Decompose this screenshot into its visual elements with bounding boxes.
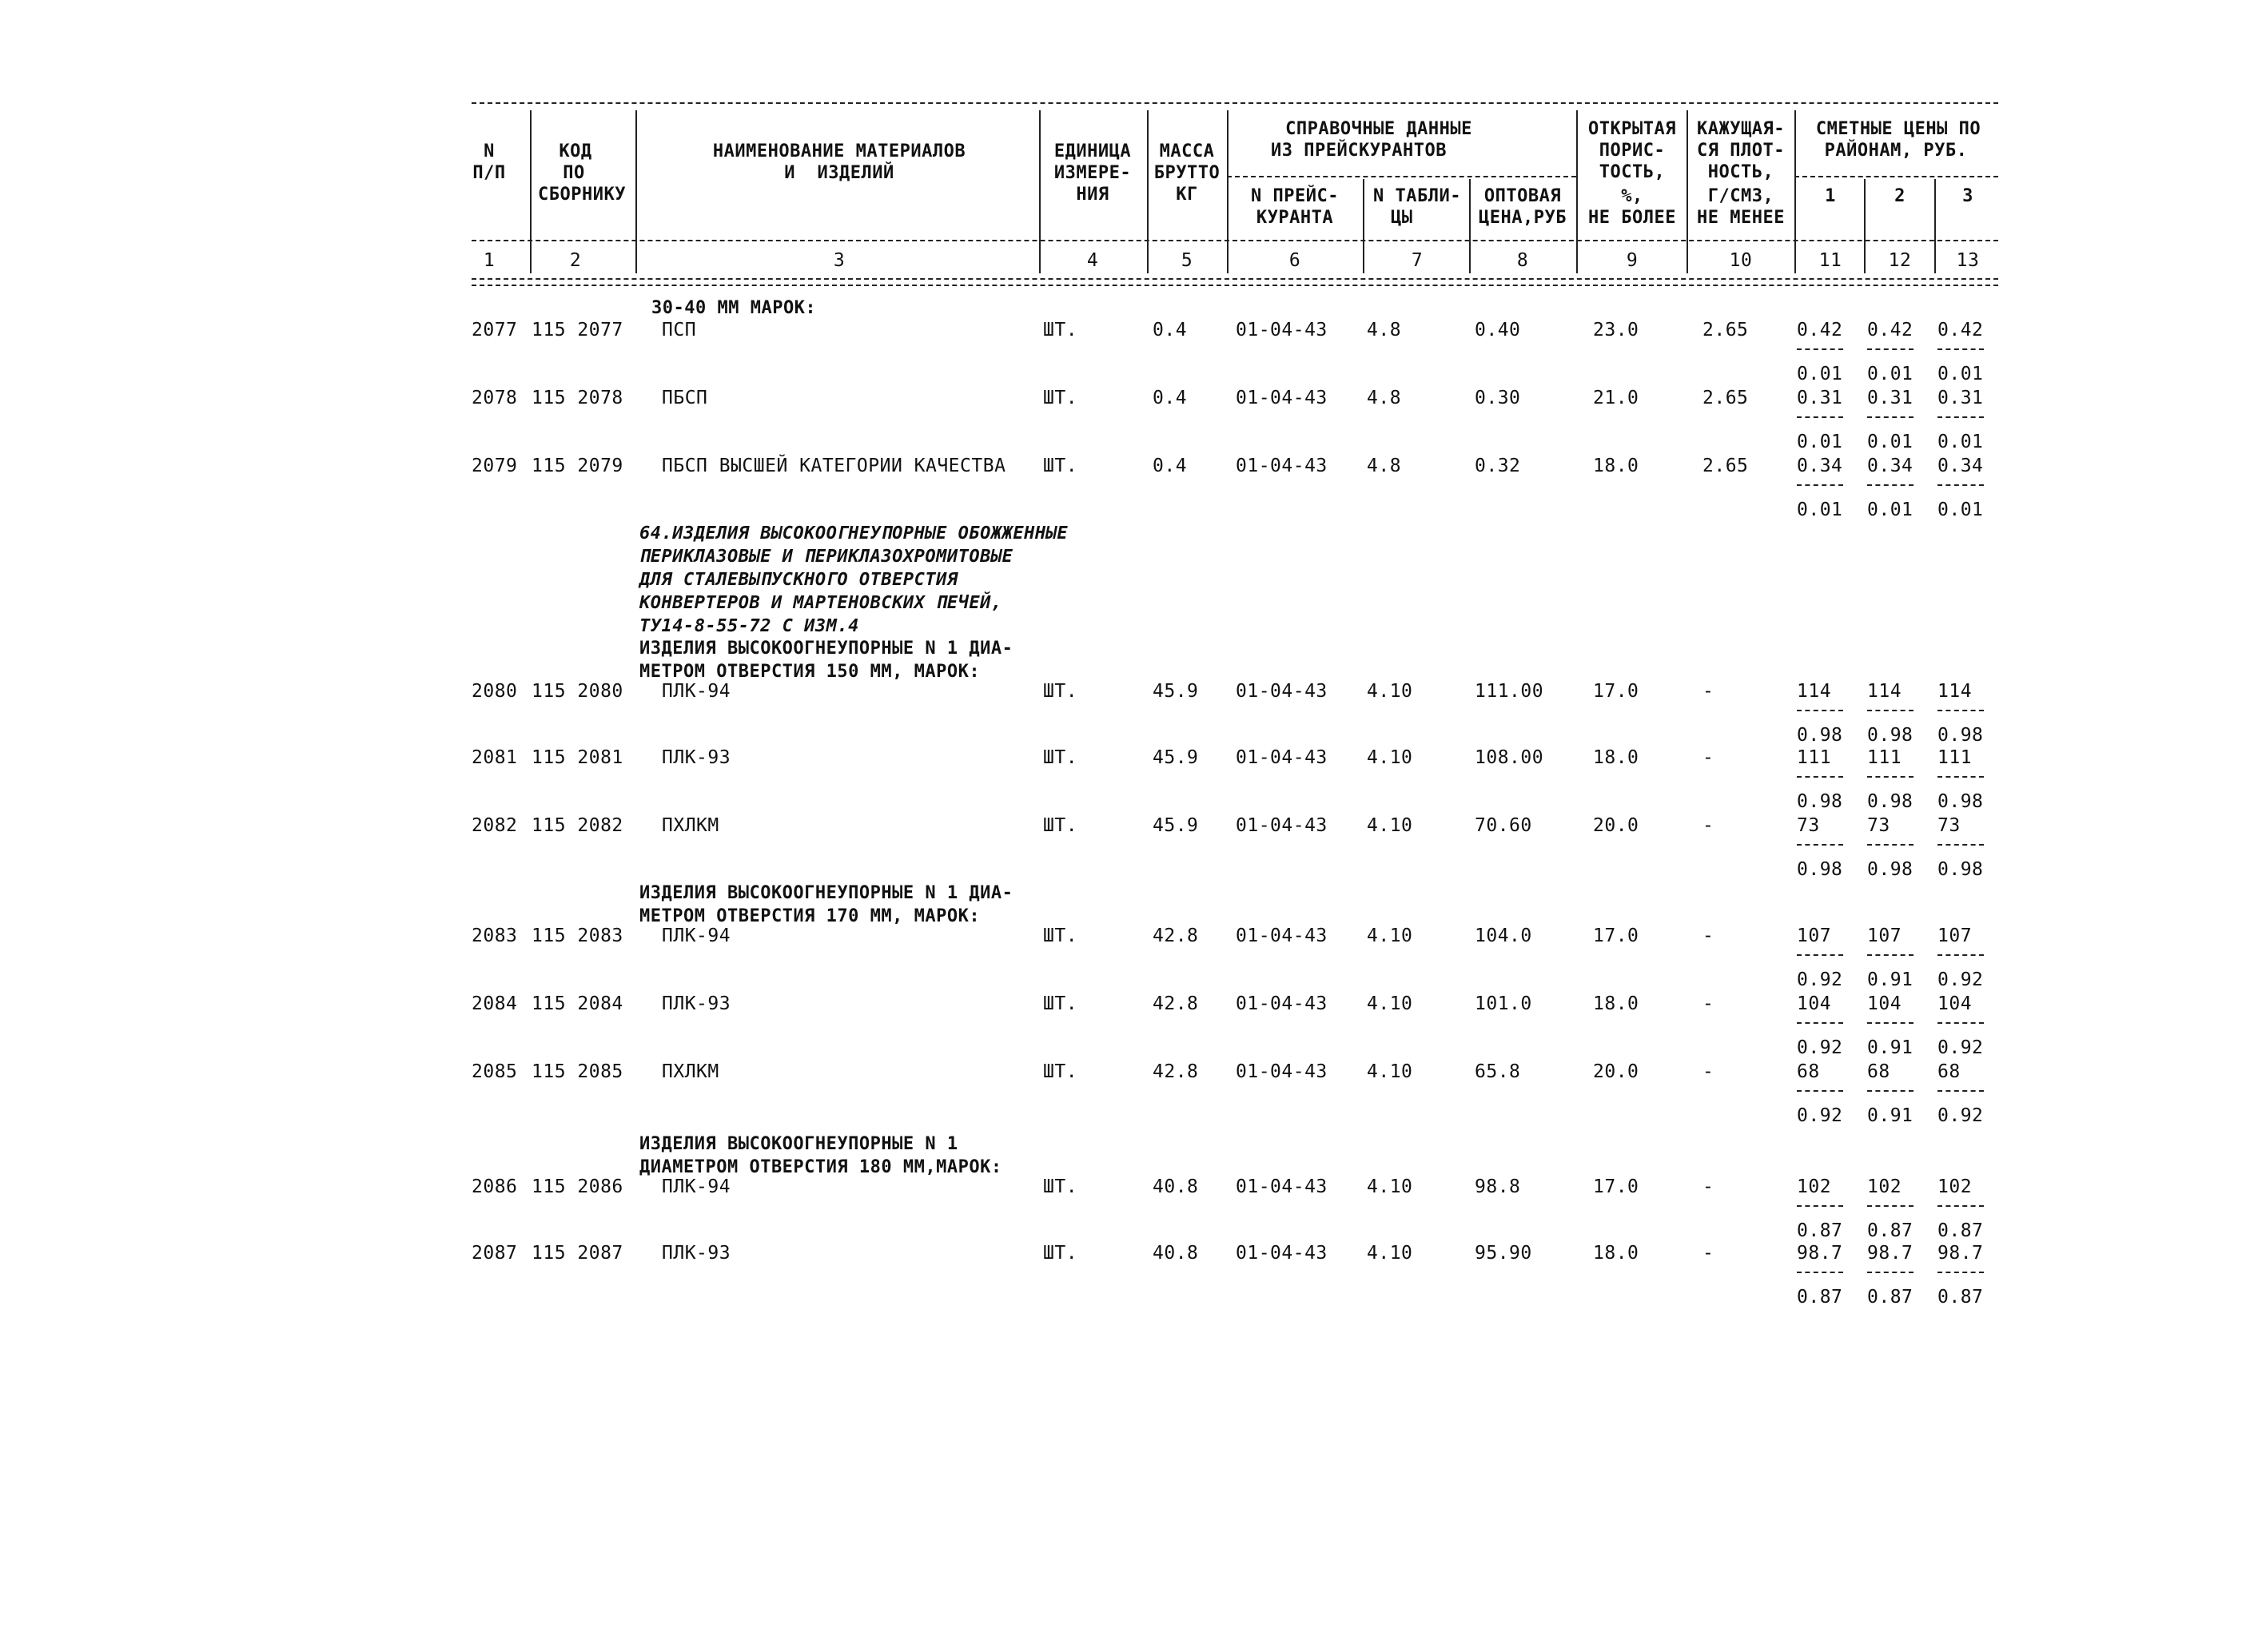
row-region-price: 98.7 (1867, 1243, 1914, 1264)
row-region-coefficient: 0.98 (1867, 791, 1914, 812)
header-group-rule (1227, 176, 1576, 177)
row-number: 2078 (472, 388, 518, 408)
fraction-bar (1797, 710, 1843, 711)
row-region-price: 73 (1797, 815, 1820, 836)
row-mass: 42.8 (1153, 993, 1199, 1014)
row-region-coefficient: 0.01 (1867, 432, 1914, 452)
header-estimate-group-line2: РАЙОНАМ, РУБ. (1824, 141, 1968, 161)
row-porosity: 18.0 (1593, 456, 1639, 476)
row-wholesale-price: 95.90 (1475, 1243, 1532, 1264)
row-region-price: 0.34 (1937, 456, 1984, 476)
row-region-coefficient: 0.98 (1937, 859, 1984, 880)
row-code: 115 2087 (532, 1243, 623, 1264)
fraction-bar (1797, 1090, 1843, 1092)
row-region-coefficient: 0.01 (1867, 364, 1914, 384)
row-region-price: 0.42 (1797, 320, 1843, 340)
row-pricelist: 01-04-43 (1236, 1176, 1328, 1197)
row-number: 2082 (472, 815, 518, 836)
row-unit: ШТ. (1043, 681, 1078, 702)
row-region-coefficient: 0.01 (1937, 500, 1984, 520)
row-wholesale-price: 70.60 (1475, 815, 1532, 836)
row-number: 2087 (472, 1243, 518, 1264)
section-170mm: МЕТРОМ ОТВЕРСТИЯ 170 ММ, МАРОК: (639, 906, 981, 926)
row-unit: ШТ. (1043, 747, 1078, 768)
row-porosity: 21.0 (1593, 388, 1639, 408)
section-30-40mm: 30-40 ММ МАРОК: (651, 298, 817, 318)
header-col7-line1: N ТАБЛИ- (1373, 186, 1461, 206)
header-bottom-rule (472, 278, 1998, 280)
header-col-number: 6 (1288, 250, 1301, 271)
header-region-1: 1 (1825, 186, 1836, 206)
section-180mm: ИЗДЕЛИЯ ВЫСОКООГНЕУПОРНЫЕ N 1 (639, 1134, 958, 1154)
section-64-title: ТУ14-8-55-72 С ИЗМ.4 (639, 616, 859, 636)
row-table: 4.10 (1367, 926, 1413, 946)
section-150mm: МЕТРОМ ОТВЕРСТИЯ 150 ММ, МАРОК: (639, 662, 981, 682)
row-name: ПХЛКМ (662, 815, 719, 836)
header-col10-line5: НЕ МЕНЕЕ (1697, 208, 1785, 228)
row-region-price: 114 (1797, 681, 1832, 702)
row-region-price: 114 (1867, 681, 1902, 702)
section-64-title: КОНВЕРТЕРОВ И МАРТЕНОВСКИХ ПЕЧЕЙ, (639, 593, 1002, 613)
row-region-coefficient: 0.01 (1797, 364, 1843, 384)
row-density: - (1702, 815, 1714, 836)
fraction-bar (1937, 484, 1984, 486)
row-code: 115 2081 (532, 747, 623, 768)
header-col9-line1: ОТКРЫТАЯ (1588, 119, 1676, 139)
row-unit: ШТ. (1043, 1061, 1078, 1082)
row-number: 2077 (472, 320, 518, 340)
row-code: 115 2086 (532, 1176, 623, 1197)
row-region-price: 102 (1797, 1176, 1832, 1197)
row-region-price: 73 (1937, 815, 1961, 836)
row-wholesale-price: 101.0 (1475, 993, 1532, 1014)
row-table: 4.10 (1367, 681, 1413, 702)
row-mass: 40.8 (1153, 1243, 1199, 1264)
header-bottom-rule-2 (472, 285, 1998, 286)
row-pricelist: 01-04-43 (1236, 815, 1328, 836)
row-region-coefficient: 0.87 (1867, 1220, 1914, 1241)
header-col-number: 1 (483, 250, 496, 271)
row-pricelist: 01-04-43 (1236, 388, 1328, 408)
row-number: 2079 (472, 456, 518, 476)
row-region-coefficient: 0.92 (1937, 969, 1984, 990)
row-porosity: 17.0 (1593, 1176, 1639, 1197)
row-porosity: 17.0 (1593, 681, 1639, 702)
header-ref-group-line1: СПРАВОЧНЫЕ ДАННЫЕ (1285, 119, 1472, 139)
header-column-divider (530, 110, 532, 273)
header-col-number: 11 (1818, 250, 1842, 271)
row-pricelist: 01-04-43 (1236, 320, 1328, 340)
header-col9-line3: ТОСТЬ, (1599, 162, 1666, 182)
row-region-price: 68 (1937, 1061, 1961, 1082)
header-col1-n: N (484, 141, 495, 161)
header-col-number: 3 (833, 250, 846, 271)
fraction-bar (1797, 348, 1843, 350)
fraction-bar (1797, 1022, 1843, 1024)
row-region-price: 0.42 (1867, 320, 1914, 340)
row-unit: ШТ. (1043, 926, 1078, 946)
row-region-price: 111 (1937, 747, 1973, 768)
row-region-price: 0.34 (1867, 456, 1914, 476)
row-region-price: 107 (1937, 926, 1973, 946)
row-code: 115 2078 (532, 388, 623, 408)
header-col5-line1: МАССА (1159, 141, 1215, 161)
row-region-coefficient: 0.92 (1797, 969, 1843, 990)
section-180mm: ДИАМЕТРОМ ОТВЕРСТИЯ 180 ММ,МАРОК: (639, 1157, 1002, 1177)
row-density: - (1702, 1176, 1714, 1197)
row-wholesale-price: 0.30 (1475, 388, 1521, 408)
header-col7-line2: ЦЫ (1391, 208, 1413, 228)
row-wholesale-price: 111.00 (1475, 681, 1544, 702)
row-code: 115 2080 (532, 681, 623, 702)
header-col4-line1: ЕДИНИЦА (1053, 141, 1132, 161)
fraction-bar (1867, 1205, 1914, 1207)
row-mass: 42.8 (1153, 926, 1199, 946)
row-density: 2.65 (1702, 388, 1749, 408)
row-region-coefficient: 0.87 (1937, 1287, 1984, 1308)
header-group-rule-2 (1794, 176, 1998, 177)
header-col-number: 5 (1181, 250, 1193, 271)
fraction-bar (1797, 1272, 1843, 1273)
row-name: ПЛК-94 (662, 926, 731, 946)
row-region-coefficient: 0.87 (1867, 1287, 1914, 1308)
row-code: 115 2085 (532, 1061, 623, 1082)
header-col6-line2: КУРАНТА (1256, 208, 1334, 228)
header-col2-line3: СБОРНИКУ (538, 185, 626, 205)
header-column-divider (1039, 110, 1041, 273)
row-region-coefficient: 0.92 (1937, 1037, 1984, 1058)
fraction-bar (1797, 776, 1843, 778)
header-column-divider (1687, 110, 1688, 273)
header-ref-group-line2: ИЗ ПРЕЙСКУРАНТОВ (1271, 141, 1447, 161)
row-code: 115 2084 (532, 993, 623, 1014)
row-table: 4.10 (1367, 747, 1413, 768)
fraction-bar (1867, 416, 1914, 418)
row-region-price: 107 (1797, 926, 1832, 946)
row-region-coefficient: 0.87 (1797, 1220, 1843, 1241)
row-wholesale-price: 0.32 (1475, 456, 1521, 476)
header-col9-line4: %, (1621, 186, 1643, 206)
header-col10-line3: НОСТЬ, (1707, 162, 1774, 182)
header-col-number: 10 (1729, 250, 1753, 271)
fraction-bar (1937, 416, 1984, 418)
fraction-bar (1937, 1022, 1984, 1024)
row-mass: 45.9 (1153, 681, 1199, 702)
row-density: 2.65 (1702, 320, 1749, 340)
row-region-price: 0.42 (1937, 320, 1984, 340)
row-unit: ШТ. (1043, 456, 1078, 476)
row-table: 4.10 (1367, 993, 1413, 1014)
row-code: 115 2079 (532, 456, 623, 476)
header-col10-line2: СЯ ПЛОТ- (1697, 141, 1785, 161)
row-unit: ШТ. (1043, 320, 1078, 340)
header-col2-line1: КОД (559, 141, 592, 161)
header-col3-line2: И ИЗДЕЛИЙ (784, 163, 894, 183)
header-col-number: 8 (1516, 250, 1529, 271)
row-region-price: 111 (1797, 747, 1832, 768)
fraction-bar (1937, 954, 1984, 956)
header-col8-line2: ЦЕНА,РУБ (1479, 208, 1567, 228)
fraction-bar (1867, 954, 1914, 956)
fraction-bar (1797, 1205, 1843, 1207)
fraction-bar (1937, 776, 1984, 778)
row-mass: 0.4 (1153, 388, 1188, 408)
row-table: 4.8 (1367, 456, 1402, 476)
fraction-bar (1867, 776, 1914, 778)
row-pricelist: 01-04-43 (1236, 681, 1328, 702)
header-col5-line2: БРУТТО (1153, 163, 1221, 183)
row-number: 2081 (472, 747, 518, 768)
row-code: 115 2077 (532, 320, 623, 340)
header-col-number: 7 (1411, 250, 1424, 271)
header-col-number: 12 (1888, 250, 1912, 271)
fraction-bar (1797, 844, 1843, 846)
row-region-price: 114 (1937, 681, 1973, 702)
header-top-rule (472, 102, 1998, 104)
header-col8-line1: ОПТОВАЯ (1483, 186, 1562, 206)
header-region-3: 3 (1962, 186, 1973, 206)
row-region-coefficient: 0.92 (1797, 1105, 1843, 1126)
header-nums-rule (472, 240, 1998, 241)
row-porosity: 17.0 (1593, 926, 1639, 946)
row-name: ПЛК-94 (662, 1176, 731, 1197)
row-mass: 45.9 (1153, 815, 1199, 836)
row-name: ПЛК-93 (662, 747, 731, 768)
header-col1-pp: П/П (472, 163, 506, 183)
fraction-bar (1937, 1090, 1984, 1092)
fraction-bar (1937, 844, 1984, 846)
header-column-divider (1227, 110, 1229, 273)
row-number: 2086 (472, 1176, 518, 1197)
section-64-title: ДЛЯ СТАЛЕВЫПУСКНОГО ОТВЕРСТИЯ (639, 570, 958, 590)
row-pricelist: 01-04-43 (1236, 926, 1328, 946)
row-porosity: 18.0 (1593, 1243, 1639, 1264)
header-column-divider (1864, 179, 1866, 273)
row-region-price: 104 (1867, 993, 1902, 1014)
row-region-coefficient: 0.87 (1937, 1220, 1984, 1241)
fraction-bar (1867, 710, 1914, 711)
row-table: 4.10 (1367, 1243, 1413, 1264)
row-region-coefficient: 0.01 (1937, 432, 1984, 452)
fraction-bar (1867, 1090, 1914, 1092)
header-col5-line3: КГ (1176, 185, 1198, 205)
row-name: ПСП (662, 320, 697, 340)
header-col-number: 4 (1086, 250, 1099, 271)
row-density: - (1702, 681, 1714, 702)
row-density: 2.65 (1702, 456, 1749, 476)
row-region-coefficient: 0.01 (1867, 500, 1914, 520)
row-number: 2085 (472, 1061, 518, 1082)
row-region-price: 102 (1937, 1176, 1973, 1197)
row-region-price: 98.7 (1797, 1243, 1843, 1264)
header-column-divider (1147, 110, 1149, 273)
row-pricelist: 01-04-43 (1236, 747, 1328, 768)
row-name: ПЛК-94 (662, 681, 731, 702)
row-region-coefficient: 0.98 (1797, 859, 1843, 880)
row-porosity: 18.0 (1593, 993, 1639, 1014)
row-region-coefficient: 0.98 (1867, 859, 1914, 880)
row-density: - (1702, 1243, 1714, 1264)
header-col10-line1: КАЖУЩАЯ- (1697, 119, 1785, 139)
row-density: - (1702, 926, 1714, 946)
row-region-coefficient: 0.92 (1937, 1105, 1984, 1126)
row-porosity: 18.0 (1593, 747, 1639, 768)
row-table: 4.8 (1367, 320, 1402, 340)
fraction-bar (1867, 1022, 1914, 1024)
header-column-divider (1363, 179, 1364, 273)
row-table: 4.10 (1367, 1061, 1413, 1082)
row-region-coefficient: 0.92 (1797, 1037, 1843, 1058)
row-mass: 42.8 (1153, 1061, 1199, 1082)
header-column-divider (1934, 179, 1936, 273)
row-region-coefficient: 0.91 (1867, 1037, 1914, 1058)
header-column-divider (635, 110, 637, 273)
fraction-bar (1937, 710, 1984, 711)
fraction-bar (1937, 1272, 1984, 1273)
row-table: 4.10 (1367, 815, 1413, 836)
row-region-price: 0.31 (1797, 388, 1843, 408)
row-table: 4.10 (1367, 1176, 1413, 1197)
header-col10-line4: Г/СМ3, (1707, 186, 1774, 206)
section-150mm: ИЗДЕЛИЯ ВЫСОКООГНЕУПОРНЫЕ N 1 ДИА- (639, 639, 1014, 659)
fraction-bar (1867, 1272, 1914, 1273)
row-number: 2084 (472, 993, 518, 1014)
row-region-coefficient: 0.87 (1797, 1287, 1843, 1308)
header-col-number: 13 (1956, 250, 1980, 271)
row-density: - (1702, 747, 1714, 768)
row-unit: ШТ. (1043, 993, 1078, 1014)
row-wholesale-price: 0.40 (1475, 320, 1521, 340)
row-region-price: 104 (1797, 993, 1832, 1014)
row-unit: ШТ. (1043, 388, 1078, 408)
row-table: 4.8 (1367, 388, 1402, 408)
row-pricelist: 01-04-43 (1236, 993, 1328, 1014)
row-region-price: 104 (1937, 993, 1973, 1014)
header-column-divider (1469, 179, 1471, 273)
row-region-coefficient: 0.98 (1797, 725, 1843, 746)
fraction-bar (1797, 416, 1843, 418)
fraction-bar (1937, 1205, 1984, 1207)
row-pricelist: 01-04-43 (1236, 1243, 1328, 1264)
row-name: ПБСП ВЫСШЕЙ КАТЕГОРИИ КАЧЕСТВА (662, 456, 1006, 476)
header-column-divider (1794, 110, 1796, 273)
row-pricelist: 01-04-43 (1236, 456, 1328, 476)
row-number: 2083 (472, 926, 518, 946)
fraction-bar (1797, 954, 1843, 956)
row-number: 2080 (472, 681, 518, 702)
row-region-price: 111 (1867, 747, 1902, 768)
row-mass: 45.9 (1153, 747, 1199, 768)
row-porosity: 20.0 (1593, 815, 1639, 836)
fraction-bar (1867, 844, 1914, 846)
row-region-coefficient: 0.98 (1867, 725, 1914, 746)
header-col-number: 9 (1626, 250, 1639, 271)
row-wholesale-price: 104.0 (1475, 926, 1532, 946)
row-region-price: 73 (1867, 815, 1890, 836)
row-region-price: 98.7 (1937, 1243, 1984, 1264)
fraction-bar (1797, 484, 1843, 486)
row-wholesale-price: 98.8 (1475, 1176, 1521, 1197)
row-region-price: 68 (1797, 1061, 1820, 1082)
row-region-price: 102 (1867, 1176, 1902, 1197)
row-code: 115 2082 (532, 815, 623, 836)
fraction-bar (1867, 348, 1914, 350)
row-region-price: 0.34 (1797, 456, 1843, 476)
header-region-2: 2 (1894, 186, 1906, 206)
header-estimate-group-line1: СМЕТНЫЕ ЦЕНЫ ПО (1815, 119, 1981, 139)
row-mass: 0.4 (1153, 456, 1188, 476)
row-region-coefficient: 0.01 (1797, 432, 1843, 452)
row-name: ПЛК-93 (662, 993, 731, 1014)
row-name: ПБСП (662, 388, 708, 408)
row-unit: ШТ. (1043, 1176, 1078, 1197)
row-mass: 40.8 (1153, 1176, 1199, 1197)
row-code: 115 2083 (532, 926, 623, 946)
row-pricelist: 01-04-43 (1236, 1061, 1328, 1082)
section-64-title: ПЕРИКЛАЗОВЫЕ И ПЕРИКЛАЗОХРОМИТОВЫЕ (639, 547, 1014, 567)
header-col4-line2: ИЗМЕРЕ- (1053, 163, 1132, 183)
header-col-number: 2 (569, 250, 582, 271)
row-region-price: 0.31 (1867, 388, 1914, 408)
row-wholesale-price: 108.00 (1475, 747, 1544, 768)
row-porosity: 23.0 (1593, 320, 1639, 340)
header-col3-line1: НАИМЕНОВАНИЕ МАТЕРИАЛОВ (712, 141, 966, 161)
row-name: ПЛК-93 (662, 1243, 731, 1264)
row-mass: 0.4 (1153, 320, 1188, 340)
row-unit: ШТ. (1043, 1243, 1078, 1264)
row-region-coefficient: 0.98 (1937, 725, 1984, 746)
header-col9-line5: НЕ БОЛЕЕ (1588, 208, 1676, 228)
row-region-coefficient: 0.98 (1797, 791, 1843, 812)
fraction-bar (1937, 348, 1984, 350)
row-density: - (1702, 993, 1714, 1014)
row-density: - (1702, 1061, 1714, 1082)
header-col9-line2: ПОРИС- (1599, 141, 1666, 161)
row-region-coefficient: 0.01 (1797, 500, 1843, 520)
row-name: ПХЛКМ (662, 1061, 719, 1082)
fraction-bar (1867, 484, 1914, 486)
header-col2-line2: ПО (563, 163, 585, 183)
row-porosity: 20.0 (1593, 1061, 1639, 1082)
row-region-coefficient: 0.01 (1937, 364, 1984, 384)
row-region-price: 68 (1867, 1061, 1890, 1082)
row-unit: ШТ. (1043, 815, 1078, 836)
header-col6-line1: N ПРЕЙС- (1251, 186, 1339, 206)
header-col4-line3: НИЯ (1076, 185, 1109, 205)
section-64-title: 64.ИЗДЕЛИЯ ВЫСОКООГНЕУПОРНЫЕ ОБОЖЖЕННЫЕ (639, 523, 1069, 543)
row-region-price: 0.31 (1937, 388, 1984, 408)
row-region-coefficient: 0.91 (1867, 969, 1914, 990)
section-170mm: ИЗДЕЛИЯ ВЫСОКООГНЕУПОРНЫЕ N 1 ДИА- (639, 883, 1014, 903)
header-column-divider (1576, 110, 1578, 273)
row-region-coefficient: 0.98 (1937, 791, 1984, 812)
row-region-price: 107 (1867, 926, 1902, 946)
row-wholesale-price: 65.8 (1475, 1061, 1521, 1082)
row-region-coefficient: 0.91 (1867, 1105, 1914, 1126)
